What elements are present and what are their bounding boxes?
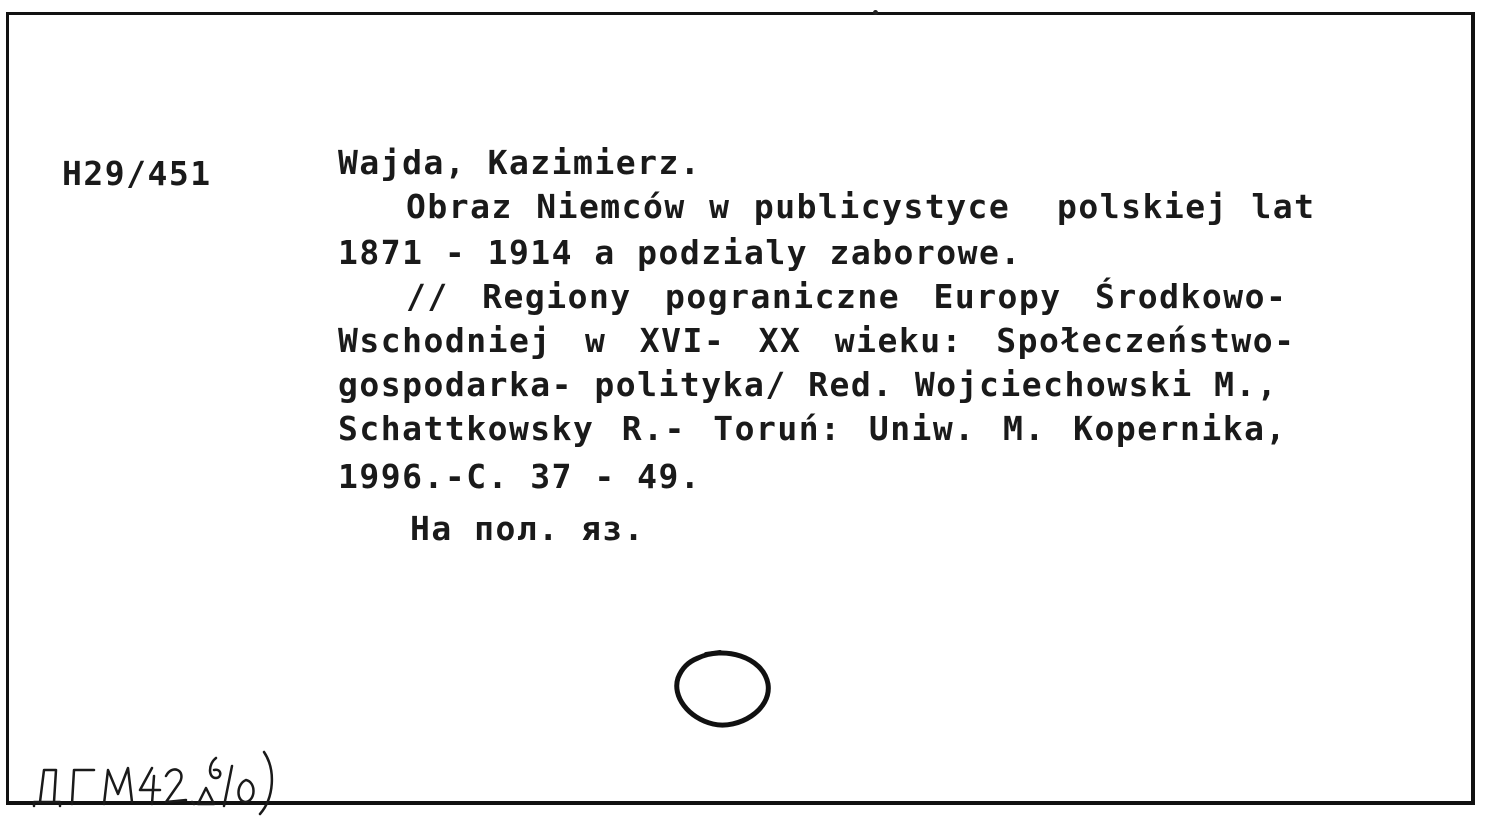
title-line-2: 1871 - 1914 a podzialy zaborowe. xyxy=(338,233,1022,272)
source-line-2: Wschodniej w XVI- XX wieku: Społeczeństwo- xyxy=(338,321,1296,360)
language-note: На пол. яз. xyxy=(410,509,646,548)
circle-stamp-icon xyxy=(668,644,778,734)
pages-line: 1996.-C. 37 - 49. xyxy=(338,457,702,496)
title-line-1: Obraz Niemców w publicystyce polskiej lat xyxy=(406,187,1316,226)
author-line: Wajda, Kazimierz. xyxy=(338,143,702,182)
source-line-1: // Regiony pograniczne Europy Środkowo- xyxy=(406,277,1288,316)
ink-dot xyxy=(873,10,878,15)
source-line-4: Schattkowsky R.- Toruń: Uniw. M. Kopernika, xyxy=(338,409,1287,448)
source-line-3: gospodarka- polityka/ Red. Wojciechowski M., xyxy=(338,365,1279,404)
handwritten-inventory-mark xyxy=(20,740,320,820)
shelfmark: H29/451 xyxy=(62,154,212,193)
